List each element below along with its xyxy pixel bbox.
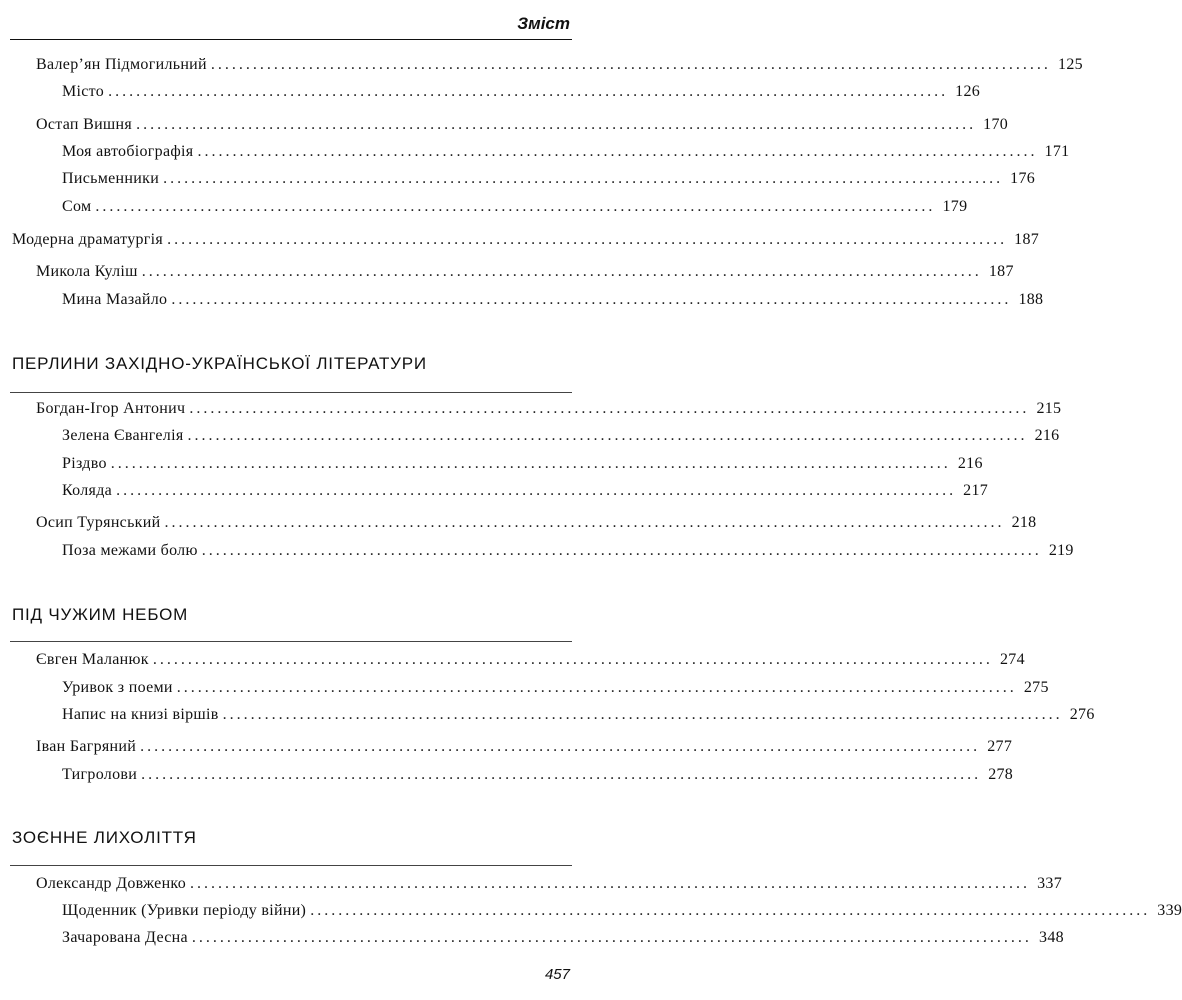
toc-entry[interactable]	[62, 705, 1095, 725]
toc-entry-page: 126	[955, 83, 981, 100]
toc-entry[interactable]	[62, 290, 1044, 310]
toc-entry[interactable]	[36, 650, 1025, 670]
toc-entry-page: 348	[1039, 929, 1064, 946]
toc-entry-page: 337	[1037, 875, 1062, 892]
toc-entry-page: 176	[1010, 170, 1036, 187]
toc-entry[interactable]	[62, 928, 1064, 948]
toc-entry-label: Микола Куліш	[36, 263, 138, 280]
toc-entry[interactable]	[62, 82, 981, 102]
dot-leader: ........................................................................................................................	[136, 116, 977, 133]
header-rule	[10, 39, 572, 40]
dot-leader: ........................................................................................................................	[164, 514, 1005, 531]
toc-entry-page: 187	[988, 263, 1014, 280]
toc-entry-page: 275	[1023, 679, 1049, 696]
toc-entry-page: 125	[1058, 56, 1083, 73]
toc-entry-page: 277	[987, 738, 1013, 755]
toc-entry-page: 278	[988, 766, 1014, 783]
toc-entry[interactable]	[36, 262, 1014, 282]
dot-leader: ........................................................................................................................	[210, 56, 1051, 73]
toc-entry-page: 218	[1011, 514, 1037, 531]
toc-entry-label: Моя автобіографія	[62, 143, 194, 160]
toc-entry[interactable]	[62, 142, 1070, 162]
toc-entry[interactable]	[36, 513, 1037, 533]
toc-entry-label: Остап Вишня	[36, 116, 133, 133]
toc-entry[interactable]	[62, 169, 1036, 189]
toc-entry-label: Письменники	[62, 170, 160, 187]
dot-leader: ........................................................................................................................	[163, 170, 1004, 187]
dot-leader: ........................................................................................................................	[171, 291, 1012, 308]
toc-entry[interactable]	[36, 399, 1062, 419]
toc-entry-label: Модерна драматургія	[12, 231, 164, 248]
toc-entry[interactable]	[62, 901, 1182, 921]
toc-entry-label: Олександр Довженко	[36, 875, 186, 892]
toc-entry[interactable]	[62, 454, 983, 474]
toc-entry-label: Мина Мазайло	[62, 291, 168, 308]
page-number: 457	[544, 966, 570, 983]
section-title: ПЕРЛИНИ ЗАХІДНО-УКРАЇНСЬКОЇ ЛІТЕРАТУРИ	[12, 354, 427, 373]
toc-entry[interactable]	[62, 426, 1060, 446]
dot-leader: ........................................................................................................................	[116, 482, 957, 499]
toc-entry[interactable]	[12, 230, 1040, 250]
toc-entry-label: Валер’ян Підмогильний	[36, 56, 207, 73]
dot-leader: ........................................................................................................................	[197, 143, 1038, 160]
toc-entry-page: 219	[1048, 542, 1074, 559]
toc-entry-page: 217	[963, 482, 989, 499]
section-title: ЗОЄННЕ ЛИХОЛІТТЯ	[12, 828, 197, 847]
toc-entry[interactable]	[62, 481, 989, 501]
toc-entry-page: 170	[983, 116, 1009, 133]
toc-entry-page: 171	[1044, 143, 1070, 160]
toc-entry-label: Щоденник (Уривки періоду війни)	[62, 902, 307, 919]
toc-entry[interactable]	[62, 541, 1074, 561]
toc-entry-label: Місто	[62, 83, 105, 100]
dot-leader: ........................................................................................................................	[141, 263, 982, 280]
toc-entry-page: 179	[942, 198, 968, 215]
dot-leader: ........................................................................................................................	[222, 706, 1063, 723]
section-rule	[10, 865, 572, 866]
toc-entry-label: Іван Багряний	[36, 738, 137, 755]
running-header-title: Зміст	[517, 14, 570, 33]
toc-entry-label: Тигролови	[62, 766, 138, 783]
dot-leader: ........................................................................................................................	[152, 651, 993, 668]
toc-entry-label: Зачарована Десна	[62, 929, 188, 946]
dot-leader: ........................................................................................................................	[140, 738, 981, 755]
toc-entry[interactable]	[36, 55, 1083, 75]
dot-leader: ........................................................................................................................	[167, 231, 1008, 248]
toc-entry[interactable]	[62, 765, 1014, 785]
toc-entry[interactable]	[62, 197, 968, 217]
dot-leader: ........................................................................................................................	[176, 679, 1017, 696]
toc-entry[interactable]	[36, 737, 1013, 757]
toc-entry-page: 216	[1034, 427, 1060, 444]
toc-entry-page: 339	[1157, 902, 1182, 919]
toc-entry-page: 188	[1018, 291, 1044, 308]
toc-entry-label: Богдан-Ігор Антонич	[36, 400, 186, 417]
section-rule	[10, 392, 572, 393]
toc-entry-label: Євген Маланюк	[36, 651, 149, 668]
toc-entry-page: 276	[1069, 706, 1095, 723]
dot-leader: ........................................................................................................................	[310, 902, 1151, 919]
toc-entry-label: Осип Турянський	[36, 514, 161, 531]
dot-leader: ........................................................................................................................	[189, 400, 1030, 417]
dot-leader: ........................................................................................................................	[201, 542, 1042, 559]
dot-leader: ........................................................................................................................	[110, 455, 951, 472]
dot-leader: ........................................................................................................................	[141, 766, 982, 783]
toc-entry[interactable]	[36, 874, 1062, 894]
toc-entry-label: Поза межами болю	[62, 542, 198, 559]
toc-entry-label: Різдво	[62, 455, 107, 472]
toc-entry-label: Зелена Євангелія	[62, 427, 184, 444]
toc-entry-label: Напис на книзі віршів	[62, 706, 219, 723]
section-rule	[10, 641, 572, 642]
toc-entry-label: Сом	[62, 198, 92, 215]
toc-entry-label: Коляда	[62, 482, 113, 499]
toc-entry-page: 215	[1036, 400, 1062, 417]
toc-entry[interactable]	[36, 115, 1009, 135]
toc-entry-page: 187	[1014, 231, 1040, 248]
toc-entry-label: Уривок з поеми	[62, 679, 173, 696]
toc-entry-page: 274	[999, 651, 1025, 668]
toc-entry[interactable]	[62, 678, 1049, 698]
dot-leader: ........................................................................................................................	[187, 427, 1028, 444]
dot-leader: ........................................................................................................................	[95, 198, 936, 215]
dot-leader: ........................................................................................................................	[191, 929, 1032, 946]
toc-entry-page: 216	[957, 455, 983, 472]
dot-leader: ........................................................................................................................	[108, 83, 949, 100]
section-title: ПІД ЧУЖИМ НЕБОМ	[12, 605, 189, 624]
dot-leader: ........................................................................................................................	[190, 875, 1030, 892]
